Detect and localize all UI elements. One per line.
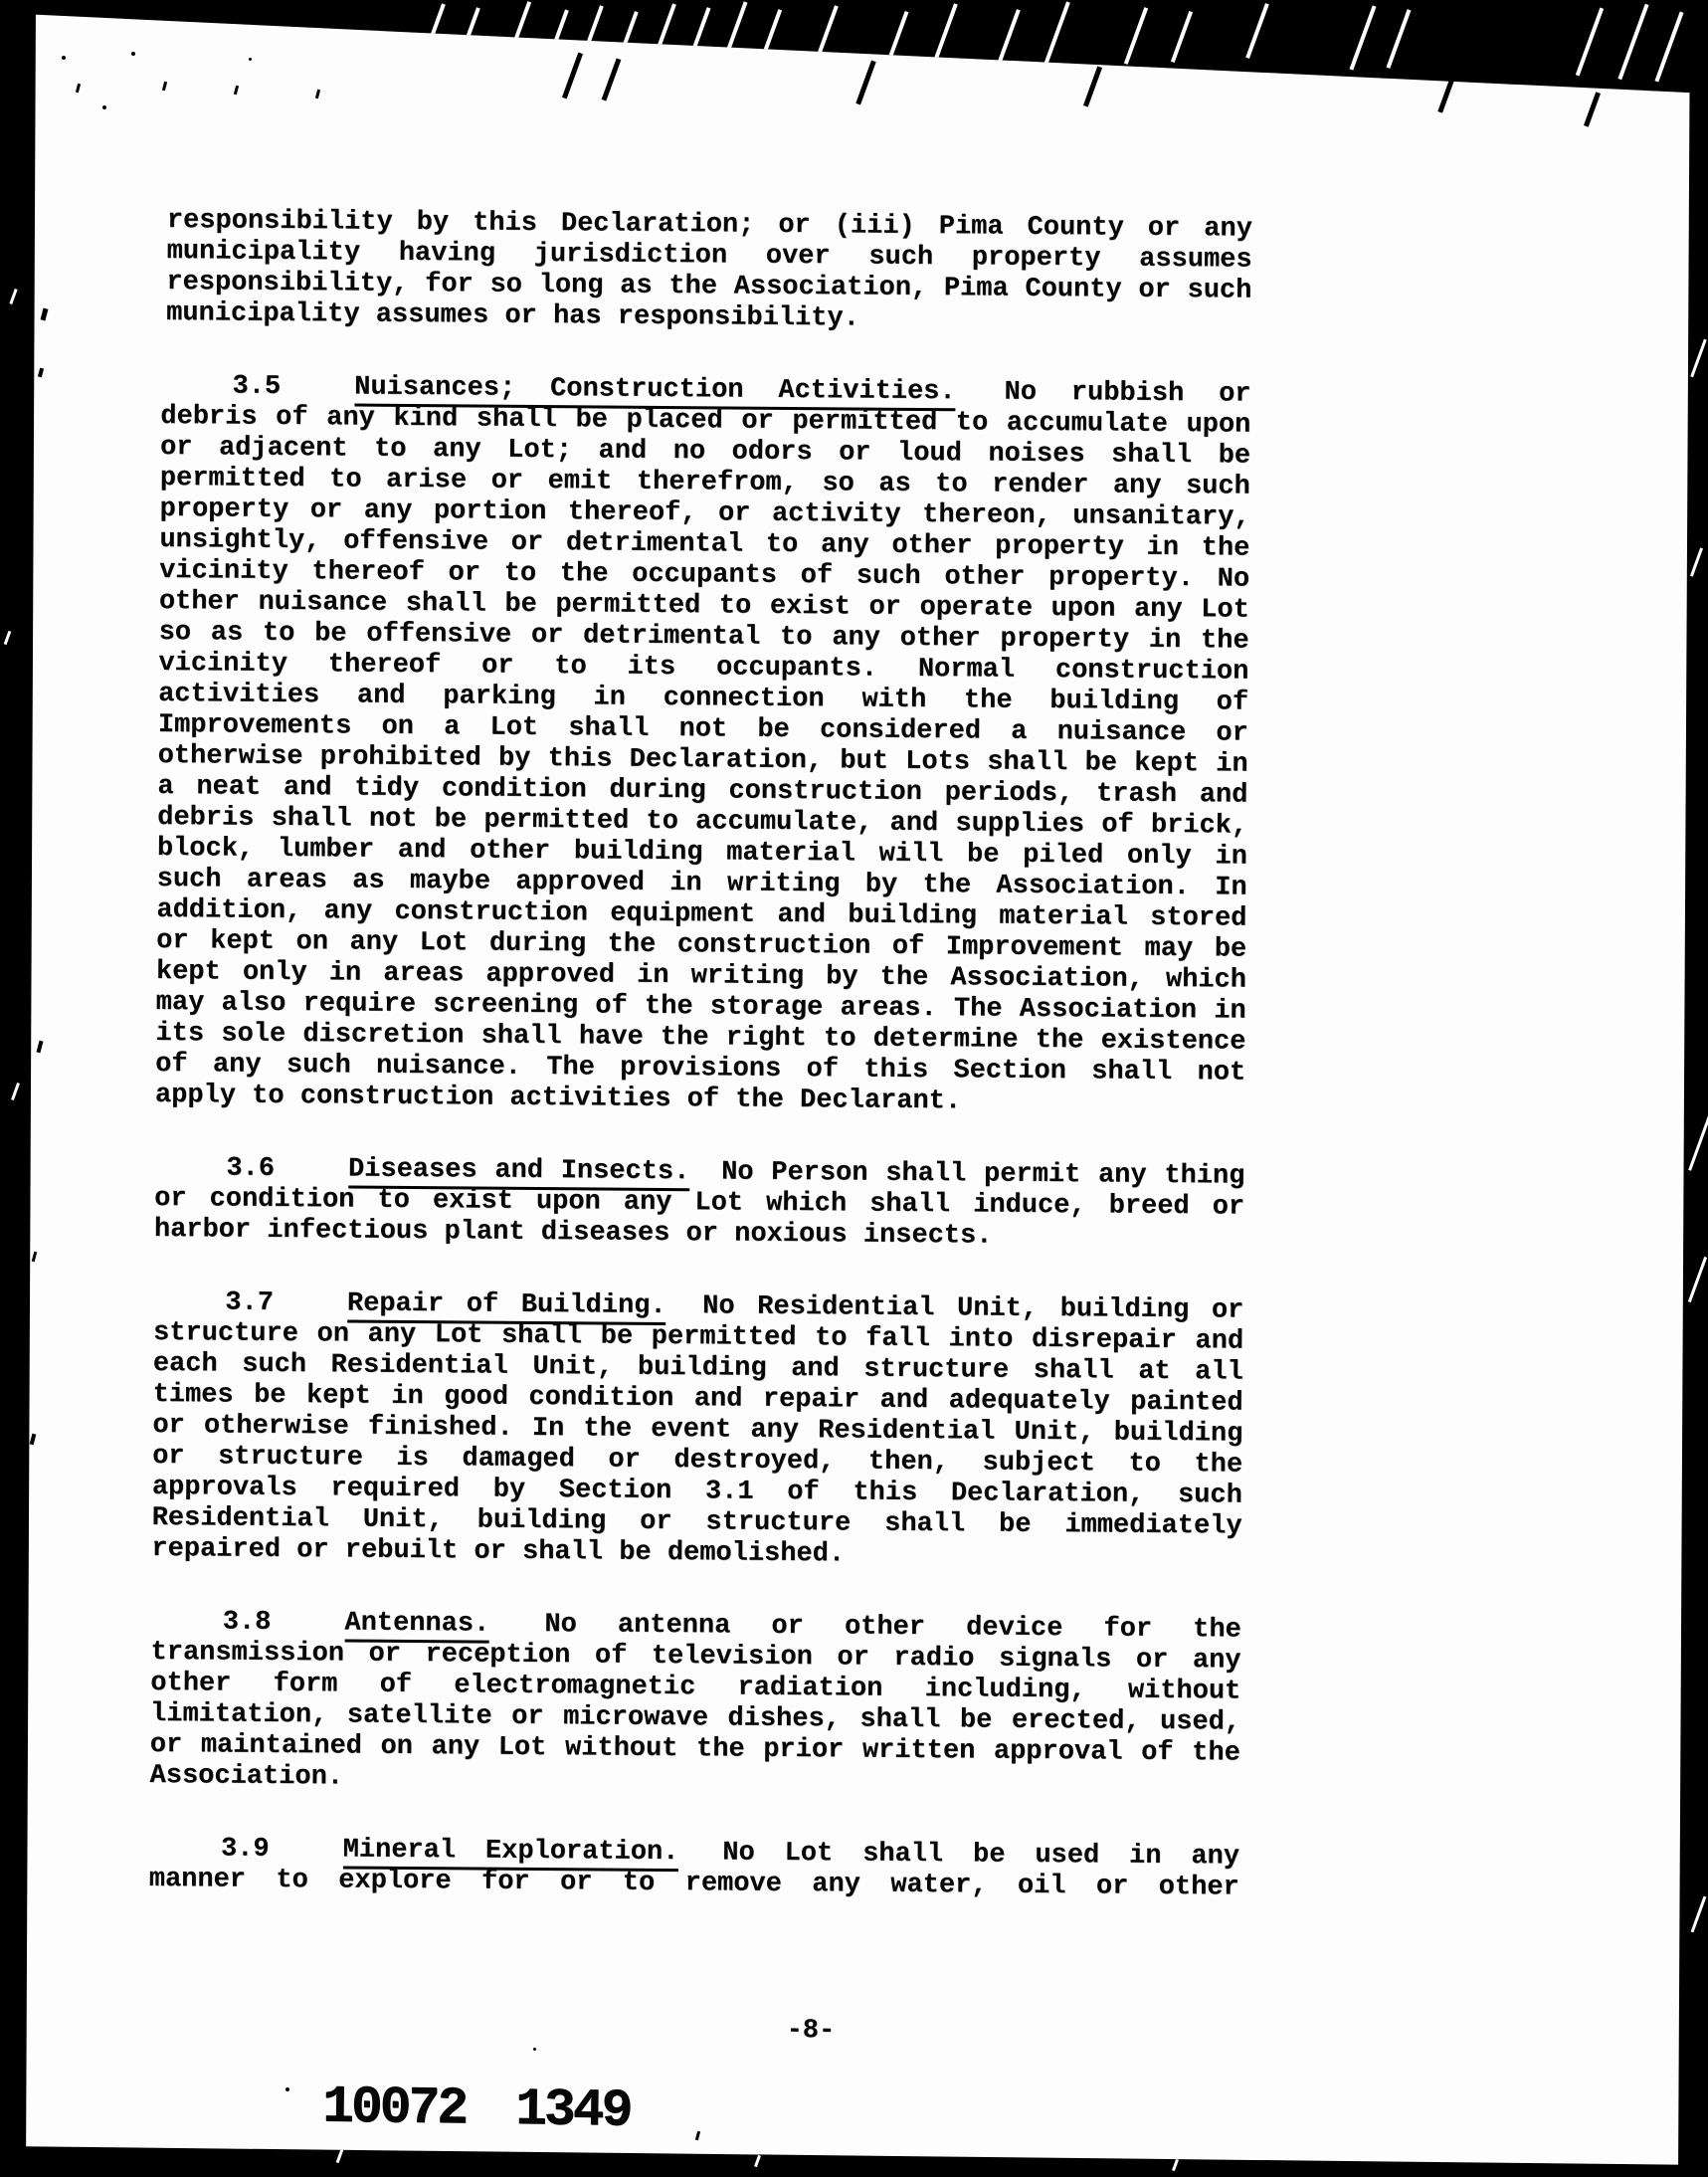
section-number: 3.5 xyxy=(232,371,282,402)
scan-mark xyxy=(695,2131,700,2140)
scan-mark xyxy=(562,53,583,99)
scan-mark xyxy=(855,61,875,105)
scan-mark xyxy=(315,90,320,99)
section-title: Antennas. xyxy=(344,1608,489,1643)
scan-edge-bottom xyxy=(0,2141,1708,2177)
scan-mark xyxy=(336,2149,344,2163)
scan-mark xyxy=(162,82,167,91)
scan-mark xyxy=(1576,7,1604,76)
scan-mark xyxy=(11,1083,20,1100)
scan-mark xyxy=(813,5,839,67)
scan-mark xyxy=(720,1,747,66)
section-body: No antenna or other device for the transmission or reception of television or radio signals or any other form of electromagnetic radiation including, without limitation, satellite or microwave dishes, shall be erected, used, or maintained on any Lot without the prior written approval of the Association. xyxy=(149,1610,1241,1793)
scan-mark xyxy=(541,9,569,76)
scan-edge-left xyxy=(0,0,38,2177)
recorder-stamp-page: 1349 xyxy=(514,2079,631,2141)
scan-mark xyxy=(4,631,12,645)
section-3-7 xyxy=(151,1287,1243,1574)
section-number: 3.6 xyxy=(226,1153,276,1184)
scan-mark xyxy=(1688,1257,1707,1302)
scan-mark xyxy=(507,1,531,59)
scan-mark xyxy=(754,2155,761,2167)
scan-mark xyxy=(1172,2159,1179,2171)
scan-mark xyxy=(234,86,239,95)
intro-paragraph xyxy=(166,206,1252,338)
scan-mark xyxy=(38,368,44,378)
scan-mark xyxy=(533,2048,536,2051)
section-3-6 xyxy=(154,1153,1245,1255)
scan-mark xyxy=(1584,92,1601,127)
scan-mark xyxy=(41,308,49,321)
section-3-9 xyxy=(149,1834,1239,1904)
section-3-8 xyxy=(149,1607,1240,1801)
page-number: -8- xyxy=(786,2015,836,2047)
scan-mark xyxy=(418,3,446,70)
scan-mark xyxy=(1691,1896,1707,1933)
scan-mark xyxy=(30,1434,37,1446)
scan-mark xyxy=(578,5,604,67)
scan-mark xyxy=(997,9,1021,65)
section-title: Repair of Building. xyxy=(347,1288,666,1325)
scan-mark xyxy=(1617,4,1648,81)
scan-mark xyxy=(686,7,711,67)
scan-mark xyxy=(285,2087,289,2091)
section-body: No rubbish or debris of any kind shall be placed or permitted to accumulate upon or adjacent to any Lot; and no odors or loud noises shall be permitted to arise or emit therefrom, so as to render any such property or any portion thereof, or activity thereon, unsanitary, unsightly, offensive or detrimental to any other property in the vicinity thereof or to the occupants of such other property. No other nuisance shall be permitted to exist or operate upon any Lot so as to be offensive or detrimental to any other property in the vicinity thereof or to its occupants. Normal construction activities and parking in connection with the building of Improvements on a Lot shall not be considered a nuisance or otherwise prohibited by this Declaration, but Lots shall be kept in a neat and tidy condition during construction periods, trash and debris shall not be permitted to accumulate, and supplies of brick, block, lumber and other building material will be piled only in such areas as maybe approved in writing by the Association. In addition, any construction equipment and building material stored or kept on any Lot during the construction of Improvement may be kept only in areas approved in writing by the Association, which may also require screening of the storage areas. The Association in its sole discretion shall have the right to determine the existence of any such nuisance. The provisions of this Section shall not apply to construction activities of the Declarant. xyxy=(154,377,1251,1117)
scan-mark xyxy=(131,52,135,56)
intro-text: responsibility by this Declaration; or (iii) Pima County or any municipality having jurisdiction over such property assumes responsibility, for so long as the Association, Pima County or such municipality assumes or has responsibility. xyxy=(166,206,1252,334)
section-body: No Lot shall be used in any manner to explore for or to remove any water, oil or other xyxy=(148,1838,1240,1903)
scan-mark xyxy=(932,3,958,65)
scan-mark xyxy=(602,58,622,100)
scan-mark xyxy=(1654,12,1683,83)
section-title: Diseases and Insects. xyxy=(348,1154,690,1191)
scan-mark xyxy=(249,58,252,61)
section-title: Mineral Exploration. xyxy=(342,1835,678,1872)
scan-mark xyxy=(1043,1,1070,68)
section-body: No Person shall permit any thing or condition to exist upon any Lot which shall induce, breed or harbor infectious plant diseases or noxious insects. xyxy=(153,1157,1245,1252)
document-text xyxy=(148,206,1252,2141)
scan-mark xyxy=(758,9,782,67)
scan-mark xyxy=(1688,1115,1708,1171)
section-3-5 xyxy=(155,371,1251,1120)
scan-mark xyxy=(62,56,66,60)
scan-mark xyxy=(1349,5,1376,70)
scan-mark xyxy=(1083,66,1102,106)
scan-mark xyxy=(1387,9,1412,69)
section-title: Nuisances; Construction Activities. xyxy=(354,373,956,412)
section-body: No Residential Unit, building or structure on any Lot shall be permitted to fall into disrepair and each such Residential Unit, building and structure shall at all times be kept in good condition and repair and adequately painted or otherwise finished. In the event any Residential Unit, building or structure is damaged or destroyed, then, subject to the approvals required by Section 3.1 of this Declaration, such Residential Unit, building or structure shall be immediately repaired or rebuilt or shall be demolished. xyxy=(151,1291,1244,1570)
section-number: 3.7 xyxy=(225,1287,275,1318)
scan-mark xyxy=(32,1252,37,1262)
scan-mark xyxy=(1171,11,1193,63)
scan-mark xyxy=(102,105,106,109)
scan-edge-right xyxy=(1676,0,1708,2177)
recorder-stamp xyxy=(321,2077,631,2141)
scan-mark xyxy=(1690,339,1707,378)
scan-mark xyxy=(1124,7,1148,65)
scan-mark xyxy=(37,1041,44,1054)
section-number: 3.8 xyxy=(222,1607,272,1638)
section-number: 3.9 xyxy=(220,1834,270,1865)
scan-mark xyxy=(649,3,676,70)
scan-mark xyxy=(76,84,81,93)
scan-mark xyxy=(1690,547,1703,576)
scan-mark xyxy=(455,7,480,69)
scan-mark xyxy=(886,11,909,65)
recorder-stamp-docket: 10072 xyxy=(321,2077,467,2139)
scan-mark xyxy=(1245,3,1269,59)
scan-mark xyxy=(9,289,17,304)
